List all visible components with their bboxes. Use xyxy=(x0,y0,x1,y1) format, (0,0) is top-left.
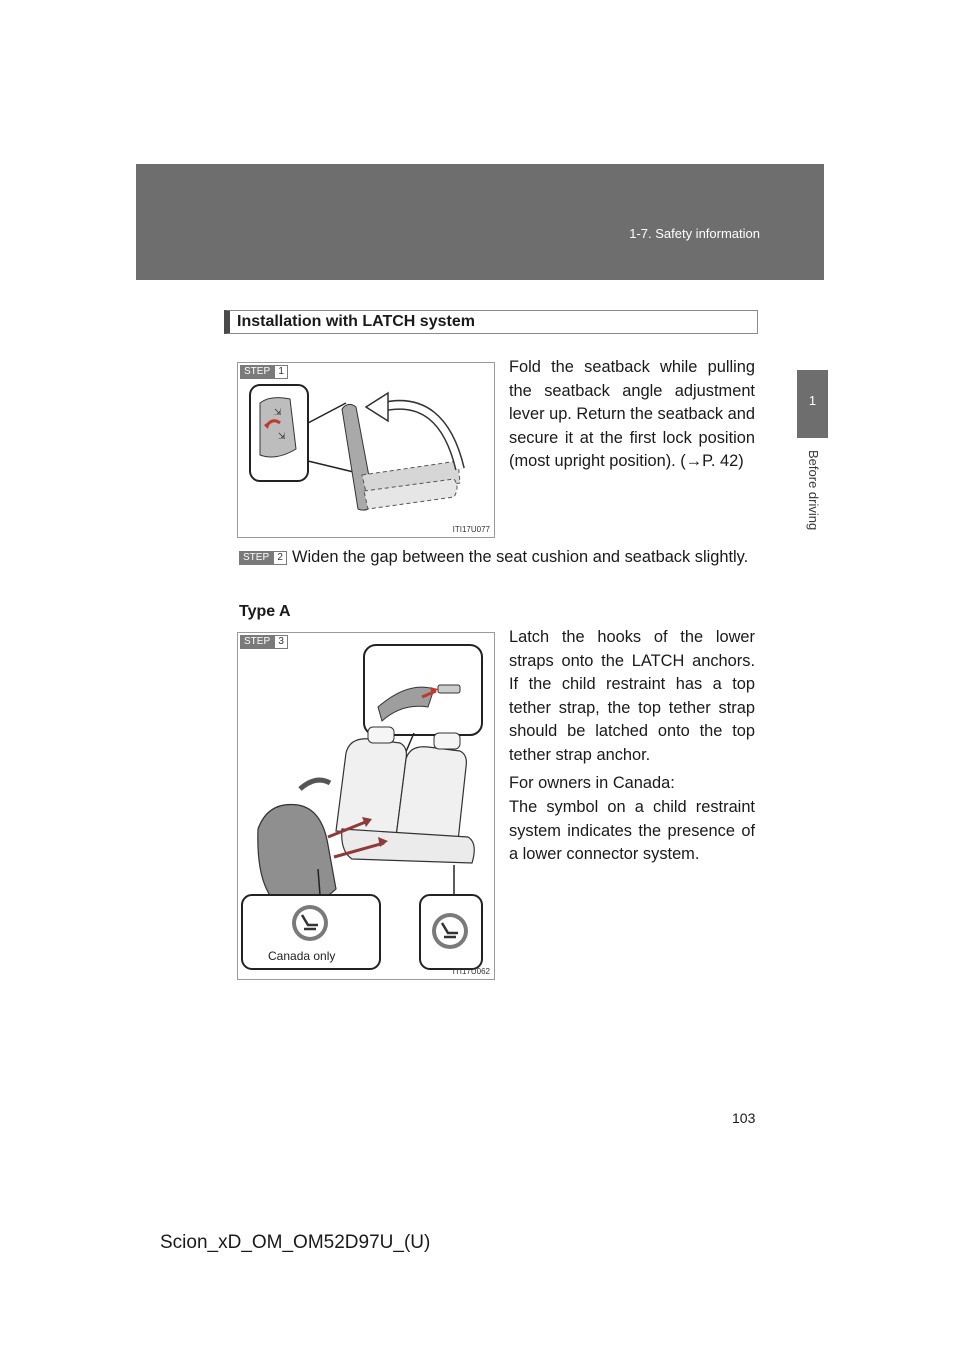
step-number: 3 xyxy=(274,635,288,649)
step-2-badge xyxy=(239,551,287,565)
canada-note-text: The symbol on a child restraint system indicates the presence of a lower connector system. xyxy=(509,798,755,863)
svg-text:⇲: ⇲ xyxy=(278,432,286,442)
step-2-text: Widen the gap between the seat cushion and seatback slightly. xyxy=(292,548,749,566)
type-heading: Type A xyxy=(239,603,291,620)
chapter-title: Before driving xyxy=(806,450,821,531)
step-number: 2 xyxy=(273,551,287,565)
step-3-text: Latch the hooks of the lower straps onto the LATCH anchors. If the child restraint has a top tether strap, the top tether strap should be latched onto the top tether strap anchor. xyxy=(509,628,755,764)
chapter-number: 1 xyxy=(808,393,817,408)
figure-step-3 xyxy=(237,632,495,980)
figure-id: ITI17U077 xyxy=(452,525,490,534)
canada-only-label: Canada only xyxy=(268,949,336,963)
step-number: 1 xyxy=(274,365,288,379)
section-header: 1-7. Safety information xyxy=(629,226,760,241)
svg-text:⇲: ⇲ xyxy=(274,408,282,418)
step-1-text: Fold the seatback while pulling the seatback angle adjustment lever up. Return the seatback and secure it at the first lock position (most upright position). (→P. 42) xyxy=(509,358,756,470)
canada-intro: For owners in Canada: xyxy=(509,774,675,792)
document-code: Scion_xD_OM_OM52D97U_(U) xyxy=(160,1232,431,1253)
header-band xyxy=(136,164,824,280)
step-word: STEP xyxy=(240,365,274,379)
section-title: Installation with LATCH system xyxy=(224,310,758,334)
latch-installation-illustration xyxy=(238,633,494,979)
figure-step-1 xyxy=(237,362,495,538)
seatback-fold-illustration xyxy=(238,363,494,537)
figure-id: ITI17U062 xyxy=(452,967,490,976)
page-number: 103 xyxy=(732,1110,756,1126)
step-word: STEP xyxy=(239,551,273,565)
step-word: STEP xyxy=(240,635,274,649)
